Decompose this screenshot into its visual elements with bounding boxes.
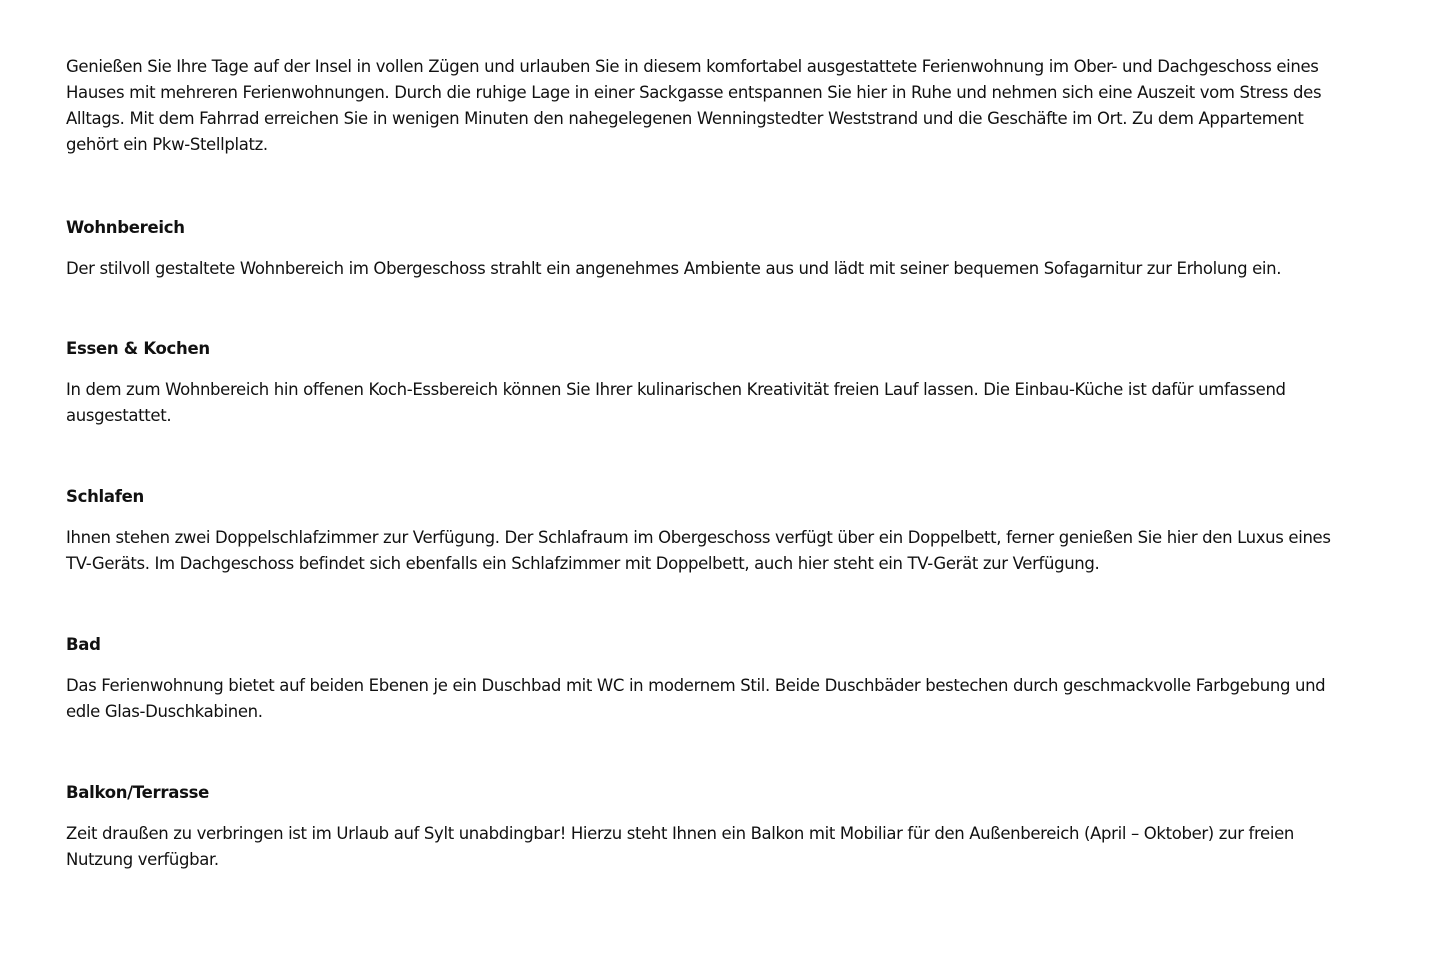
intro-paragraph: Genießen Sie Ihre Tage auf der Insel in vollen Zügen und urlauben Sie in diesem komfortabel ausgestattete Ferienwohnung im Ober- und Dachgeschoss eines Hauses mit mehreren Ferienwohnungen. Durch die ruhige Lage in einer Sackgasse entspannen Sie hier in Ruhe und nehmen sich eine Auszeit vom Stress des Alltags. Mit dem Fahrrad erreichen Sie in wenigen Minuten den nahegelegenen Wenningstedter Weststrand und die Geschäfte im Ort. Zu dem Appartement gehört ein Pkw-Stellplatz. xyxy=(66,57,1322,154)
section-balkon-terrasse xyxy=(66,780,1360,873)
section-body: In dem zum Wohnbereich hin offenen Koch-Essbereich können Sie Ihrer kulinarischen Kreativität freien Lauf lassen. Die Einbau-Küche ist dafür umfassend ausgestattet. xyxy=(66,380,1286,425)
section-heading: Essen & Kochen xyxy=(66,339,210,358)
section-heading: Schlafen xyxy=(66,487,144,506)
section-body: Das Ferienwohnung bietet auf beiden Ebenen je ein Duschbad mit WC in modernem Stil. Beide Duschbäder bestechen durch geschmackvolle Farbgebung und edle Glas-Duschkabinen. xyxy=(66,676,1326,721)
section-heading: Balkon/Terrasse xyxy=(66,783,210,802)
section-heading: Wohnbereich xyxy=(66,218,185,237)
section-essen-kochen xyxy=(66,336,1360,429)
section-heading: Bad xyxy=(66,635,101,654)
section-bad xyxy=(66,632,1360,725)
section-body: Ihnen stehen zwei Doppelschlafzimmer zur Verfügung. Der Schlafraum im Obergeschoss verfügt über ein Doppelbett, ferner genießen Sie hier den Luxus eines TV-Geräts. Im Dachgeschoss befindet sich ebenfalls ein Schlafzimmer mit Doppelbett, auch hier steht ein TV-Gerät zur Verfügung. xyxy=(66,528,1331,573)
section-wohnbereich xyxy=(66,215,1360,282)
section-body: Der stilvoll gestaltete Wohnbereich im Obergeschoss strahlt ein angenehmes Ambiente aus und lädt mit seiner bequemen Sofagarnitur zur Erholung ein. xyxy=(66,259,1282,278)
section-schlafen xyxy=(66,484,1360,577)
section-body: Zeit draußen zu verbringen ist im Urlaub auf Sylt unabdingbar! Hierzu steht Ihnen ein Balkon mit Mobiliar für den Außenbereich (April – Oktober) zur freien Nutzung verfügbar. xyxy=(66,824,1295,869)
